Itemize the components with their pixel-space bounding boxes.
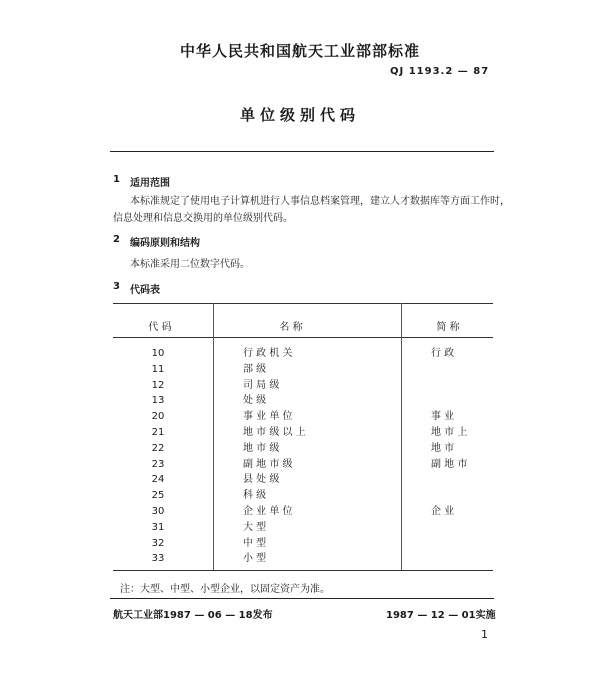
table-header-rule: [113, 337, 493, 338]
table-row: [113, 472, 493, 488]
row-abbreviation: 企 业: [431, 506, 455, 517]
row-name: 科 级: [243, 490, 267, 502]
section-1-line-2: 信息处理和信息交换用的单位级别代码。: [113, 213, 293, 224]
header-rule: [110, 151, 494, 152]
row-code: 25: [151, 490, 165, 502]
implementation-date: 1987 — 12 — 01实施: [386, 610, 496, 621]
row-abbreviation: [431, 520, 491, 536]
row-name: 中 型: [243, 537, 267, 549]
row-code: 31: [151, 521, 165, 533]
table-row: [113, 441, 493, 457]
row-code: 33: [151, 553, 165, 565]
row-name: 县 处 级: [243, 474, 280, 486]
table-row: [113, 409, 493, 425]
section-1-line-1: 本标准规定了使用电子计算机进行人事信息档案管理，建立人才数据库等方面工作时，: [130, 196, 510, 207]
row-code: 32: [151, 537, 165, 549]
row-code: 10: [151, 348, 165, 359]
row-code: 22: [151, 442, 165, 454]
footer-rule: [110, 598, 494, 599]
row-abbreviation: 行 政: [431, 348, 455, 359]
table-row: [113, 488, 493, 504]
section-2-number: 2: [113, 234, 120, 245]
row-abbreviation: 事 业: [431, 411, 455, 423]
row-code: 12: [151, 379, 165, 391]
table-row: [113, 346, 493, 362]
section-3-number: 3: [113, 281, 120, 292]
row-name: 司 局 级: [243, 379, 280, 391]
row-abbreviation: [431, 551, 491, 567]
row-abbreviation: [431, 536, 491, 552]
row-abbreviation: [431, 472, 491, 488]
table-bottom-rule: [113, 570, 493, 571]
row-abbreviation: 地 市: [431, 442, 455, 454]
row-name: 地 市 级 以 上: [243, 427, 306, 438]
row-name: 大 型: [243, 521, 267, 533]
table-row: [113, 425, 493, 441]
standard-code: QJ 1193.2 — 87: [390, 66, 490, 77]
issue-date: 航天工业部1987 — 06 — 18发布: [113, 610, 273, 621]
row-code: 30: [151, 506, 165, 517]
table-row: [113, 520, 493, 536]
table-row: [113, 504, 493, 520]
section-2-line-1: 本标准采用二位数字代码。: [130, 259, 250, 270]
header-code: 代 码: [148, 322, 172, 333]
table-top-rule: [113, 303, 493, 304]
row-name: 处 级: [243, 395, 267, 407]
row-abbreviation: 地 市 上: [431, 427, 468, 438]
table-row: [113, 362, 493, 378]
header-abbr: 简 称: [436, 322, 460, 333]
row-code: 23: [151, 458, 165, 470]
row-code: 13: [151, 395, 165, 407]
row-name: 企 业 单 位: [243, 506, 293, 517]
row-name: 事 业 单 位: [243, 411, 293, 423]
row-code: 11: [151, 363, 165, 375]
table-row: [113, 551, 493, 567]
row-name: 行 政 机 关: [243, 348, 293, 359]
section-3-title: 代码表: [130, 285, 160, 296]
section-1-number: 1: [113, 174, 120, 185]
table-note: 注：大型、中型、小型企业，以固定资产为准。: [120, 584, 330, 595]
table-row: [113, 536, 493, 552]
page-number: 1: [481, 628, 488, 641]
row-code: 24: [151, 474, 165, 486]
row-name: 部 级: [243, 363, 267, 375]
row-name: 副 地 市 级: [243, 458, 293, 470]
table-row: [113, 457, 493, 473]
header-name: 名 称: [279, 322, 303, 333]
row-abbreviation: [431, 488, 491, 504]
row-name: 地 市 级: [243, 442, 280, 454]
document-title: 单位级别代码: [239, 106, 360, 124]
issuing-organization: 中华人民共和国航天工业部部标准: [179, 42, 420, 60]
row-code: 20: [151, 411, 165, 423]
row-abbreviation: 副 地 市: [431, 458, 468, 470]
section-1-title: 适用范围: [130, 178, 170, 189]
row-abbreviation: [431, 393, 491, 409]
row-code: 21: [151, 427, 165, 438]
table-row: [113, 393, 493, 409]
row-abbreviation: [431, 378, 491, 394]
row-abbreviation: [431, 362, 491, 378]
row-name: 小 型: [243, 553, 267, 565]
table-row: [113, 378, 493, 394]
section-2-title: 编码原则和结构: [130, 238, 200, 249]
